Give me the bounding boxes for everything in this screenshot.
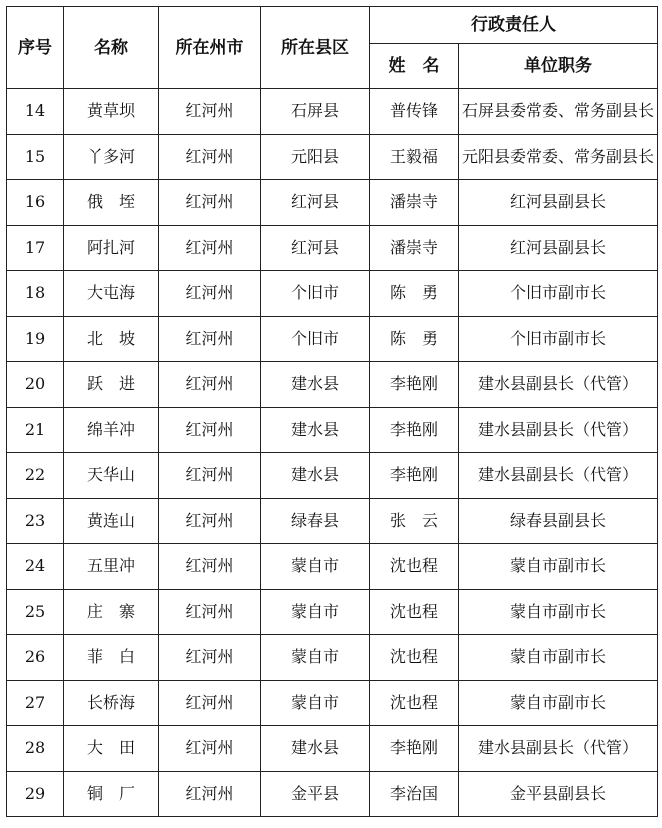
table-row (7, 635, 658, 681)
cell-position: 建水县副县长（代管） (459, 407, 658, 453)
header-person-name: 姓 名 (370, 44, 459, 89)
cell-position: 建水县副县长（代管） (459, 453, 658, 499)
header-responsible: 行政责任人 (370, 7, 658, 44)
cell-person: 沈也程 (370, 635, 459, 681)
cell-position: 蒙自市副市长 (459, 589, 658, 635)
cell-prefecture: 红河州 (159, 180, 261, 226)
table-row (7, 225, 658, 271)
cell-county: 绿春县 (261, 498, 370, 544)
cell-seq: 26 (7, 635, 64, 681)
cell-prefecture: 红河州 (159, 680, 261, 726)
table-row (7, 316, 658, 362)
cell-position: 蒙自市副市长 (459, 635, 658, 681)
cell-prefecture: 红河州 (159, 544, 261, 590)
cell-seq: 29 (7, 771, 64, 817)
reservoir-responsibility-table (6, 6, 658, 817)
cell-prefecture: 红河州 (159, 225, 261, 271)
cell-county: 建水县 (261, 453, 370, 499)
cell-name: 丫多河 (64, 134, 159, 180)
cell-person: 沈也程 (370, 680, 459, 726)
cell-name: 绵羊冲 (64, 407, 159, 453)
table-row (7, 180, 658, 226)
cell-person: 李艳刚 (370, 362, 459, 408)
table-row (7, 680, 658, 726)
cell-seq: 22 (7, 453, 64, 499)
cell-position: 红河县副县长 (459, 225, 658, 271)
cell-position: 蒙自市副市长 (459, 544, 658, 590)
cell-person: 沈也程 (370, 544, 459, 590)
cell-position: 石屏县委常委、常务副县长 (459, 89, 658, 135)
cell-seq: 17 (7, 225, 64, 271)
cell-person: 李治国 (370, 771, 459, 817)
cell-name: 阿扎河 (64, 225, 159, 271)
table-row (7, 89, 658, 135)
table-row (7, 407, 658, 453)
header-prefecture: 所在州市 (159, 7, 261, 89)
table-row (7, 589, 658, 635)
cell-position: 蒙自市副市长 (459, 680, 658, 726)
cell-prefecture: 红河州 (159, 89, 261, 135)
cell-seq: 18 (7, 271, 64, 317)
cell-position: 建水县副县长（代管） (459, 362, 658, 408)
cell-person: 潘崇寺 (370, 225, 459, 271)
cell-county: 个旧市 (261, 271, 370, 317)
cell-name: 菲 白 (64, 635, 159, 681)
cell-county: 红河县 (261, 180, 370, 226)
cell-prefecture: 红河州 (159, 362, 261, 408)
table-row (7, 362, 658, 408)
cell-person: 王毅福 (370, 134, 459, 180)
table-row (7, 771, 658, 817)
cell-seq: 15 (7, 134, 64, 180)
cell-position: 红河县副县长 (459, 180, 658, 226)
cell-county: 蒙自市 (261, 589, 370, 635)
cell-person: 潘崇寺 (370, 180, 459, 226)
cell-person: 陈 勇 (370, 316, 459, 362)
cell-county: 建水县 (261, 362, 370, 408)
header-position: 单位职务 (459, 44, 658, 89)
cell-name: 北 坡 (64, 316, 159, 362)
cell-name: 庄 寨 (64, 589, 159, 635)
cell-prefecture: 红河州 (159, 726, 261, 772)
cell-name: 大屯海 (64, 271, 159, 317)
cell-person: 李艳刚 (370, 453, 459, 499)
table-row (7, 453, 658, 499)
cell-name: 黄草坝 (64, 89, 159, 135)
cell-position: 个旧市副市长 (459, 271, 658, 317)
cell-seq: 27 (7, 680, 64, 726)
cell-position: 元阳县委常委、常务副县长 (459, 134, 658, 180)
cell-person: 李艳刚 (370, 407, 459, 453)
cell-prefecture: 红河州 (159, 589, 261, 635)
cell-name: 长桥海 (64, 680, 159, 726)
cell-seq: 24 (7, 544, 64, 590)
cell-prefecture: 红河州 (159, 453, 261, 499)
cell-seq: 25 (7, 589, 64, 635)
cell-seq: 20 (7, 362, 64, 408)
cell-seq: 14 (7, 89, 64, 135)
cell-position: 个旧市副市长 (459, 316, 658, 362)
cell-county: 蒙自市 (261, 680, 370, 726)
cell-county: 建水县 (261, 726, 370, 772)
table-row (7, 271, 658, 317)
cell-county: 石屏县 (261, 89, 370, 135)
header-county: 所在县区 (261, 7, 370, 89)
cell-county: 蒙自市 (261, 635, 370, 681)
table-row (7, 134, 658, 180)
header-seq: 序号 (7, 7, 64, 89)
cell-county: 元阳县 (261, 134, 370, 180)
cell-position: 金平县副县长 (459, 771, 658, 817)
table-row (7, 726, 658, 772)
cell-seq: 21 (7, 407, 64, 453)
cell-county: 蒙自市 (261, 544, 370, 590)
cell-position: 建水县副县长（代管） (459, 726, 658, 772)
cell-seq: 16 (7, 180, 64, 226)
cell-person: 陈 勇 (370, 271, 459, 317)
cell-prefecture: 红河州 (159, 771, 261, 817)
cell-person: 李艳刚 (370, 726, 459, 772)
cell-person: 张 云 (370, 498, 459, 544)
cell-prefecture: 红河州 (159, 134, 261, 180)
header-name: 名称 (64, 7, 159, 89)
cell-prefecture: 红河州 (159, 635, 261, 681)
cell-prefecture: 红河州 (159, 271, 261, 317)
cell-county: 金平县 (261, 771, 370, 817)
table-row (7, 544, 658, 590)
cell-seq: 23 (7, 498, 64, 544)
table-body (7, 89, 658, 817)
header-row (7, 7, 658, 44)
cell-prefecture: 红河州 (159, 316, 261, 362)
cell-county: 建水县 (261, 407, 370, 453)
cell-name: 黄连山 (64, 498, 159, 544)
cell-county: 个旧市 (261, 316, 370, 362)
cell-name: 铜 厂 (64, 771, 159, 817)
cell-name: 大 田 (64, 726, 159, 772)
cell-position: 绿春县副县长 (459, 498, 658, 544)
cell-county: 红河县 (261, 225, 370, 271)
cell-name: 五里冲 (64, 544, 159, 590)
cell-seq: 28 (7, 726, 64, 772)
cell-prefecture: 红河州 (159, 498, 261, 544)
cell-person: 普传锋 (370, 89, 459, 135)
cell-name: 俄 垤 (64, 180, 159, 226)
cell-prefecture: 红河州 (159, 407, 261, 453)
cell-person: 沈也程 (370, 589, 459, 635)
cell-name: 跃 进 (64, 362, 159, 408)
cell-name: 天华山 (64, 453, 159, 499)
table-row (7, 498, 658, 544)
cell-seq: 19 (7, 316, 64, 362)
